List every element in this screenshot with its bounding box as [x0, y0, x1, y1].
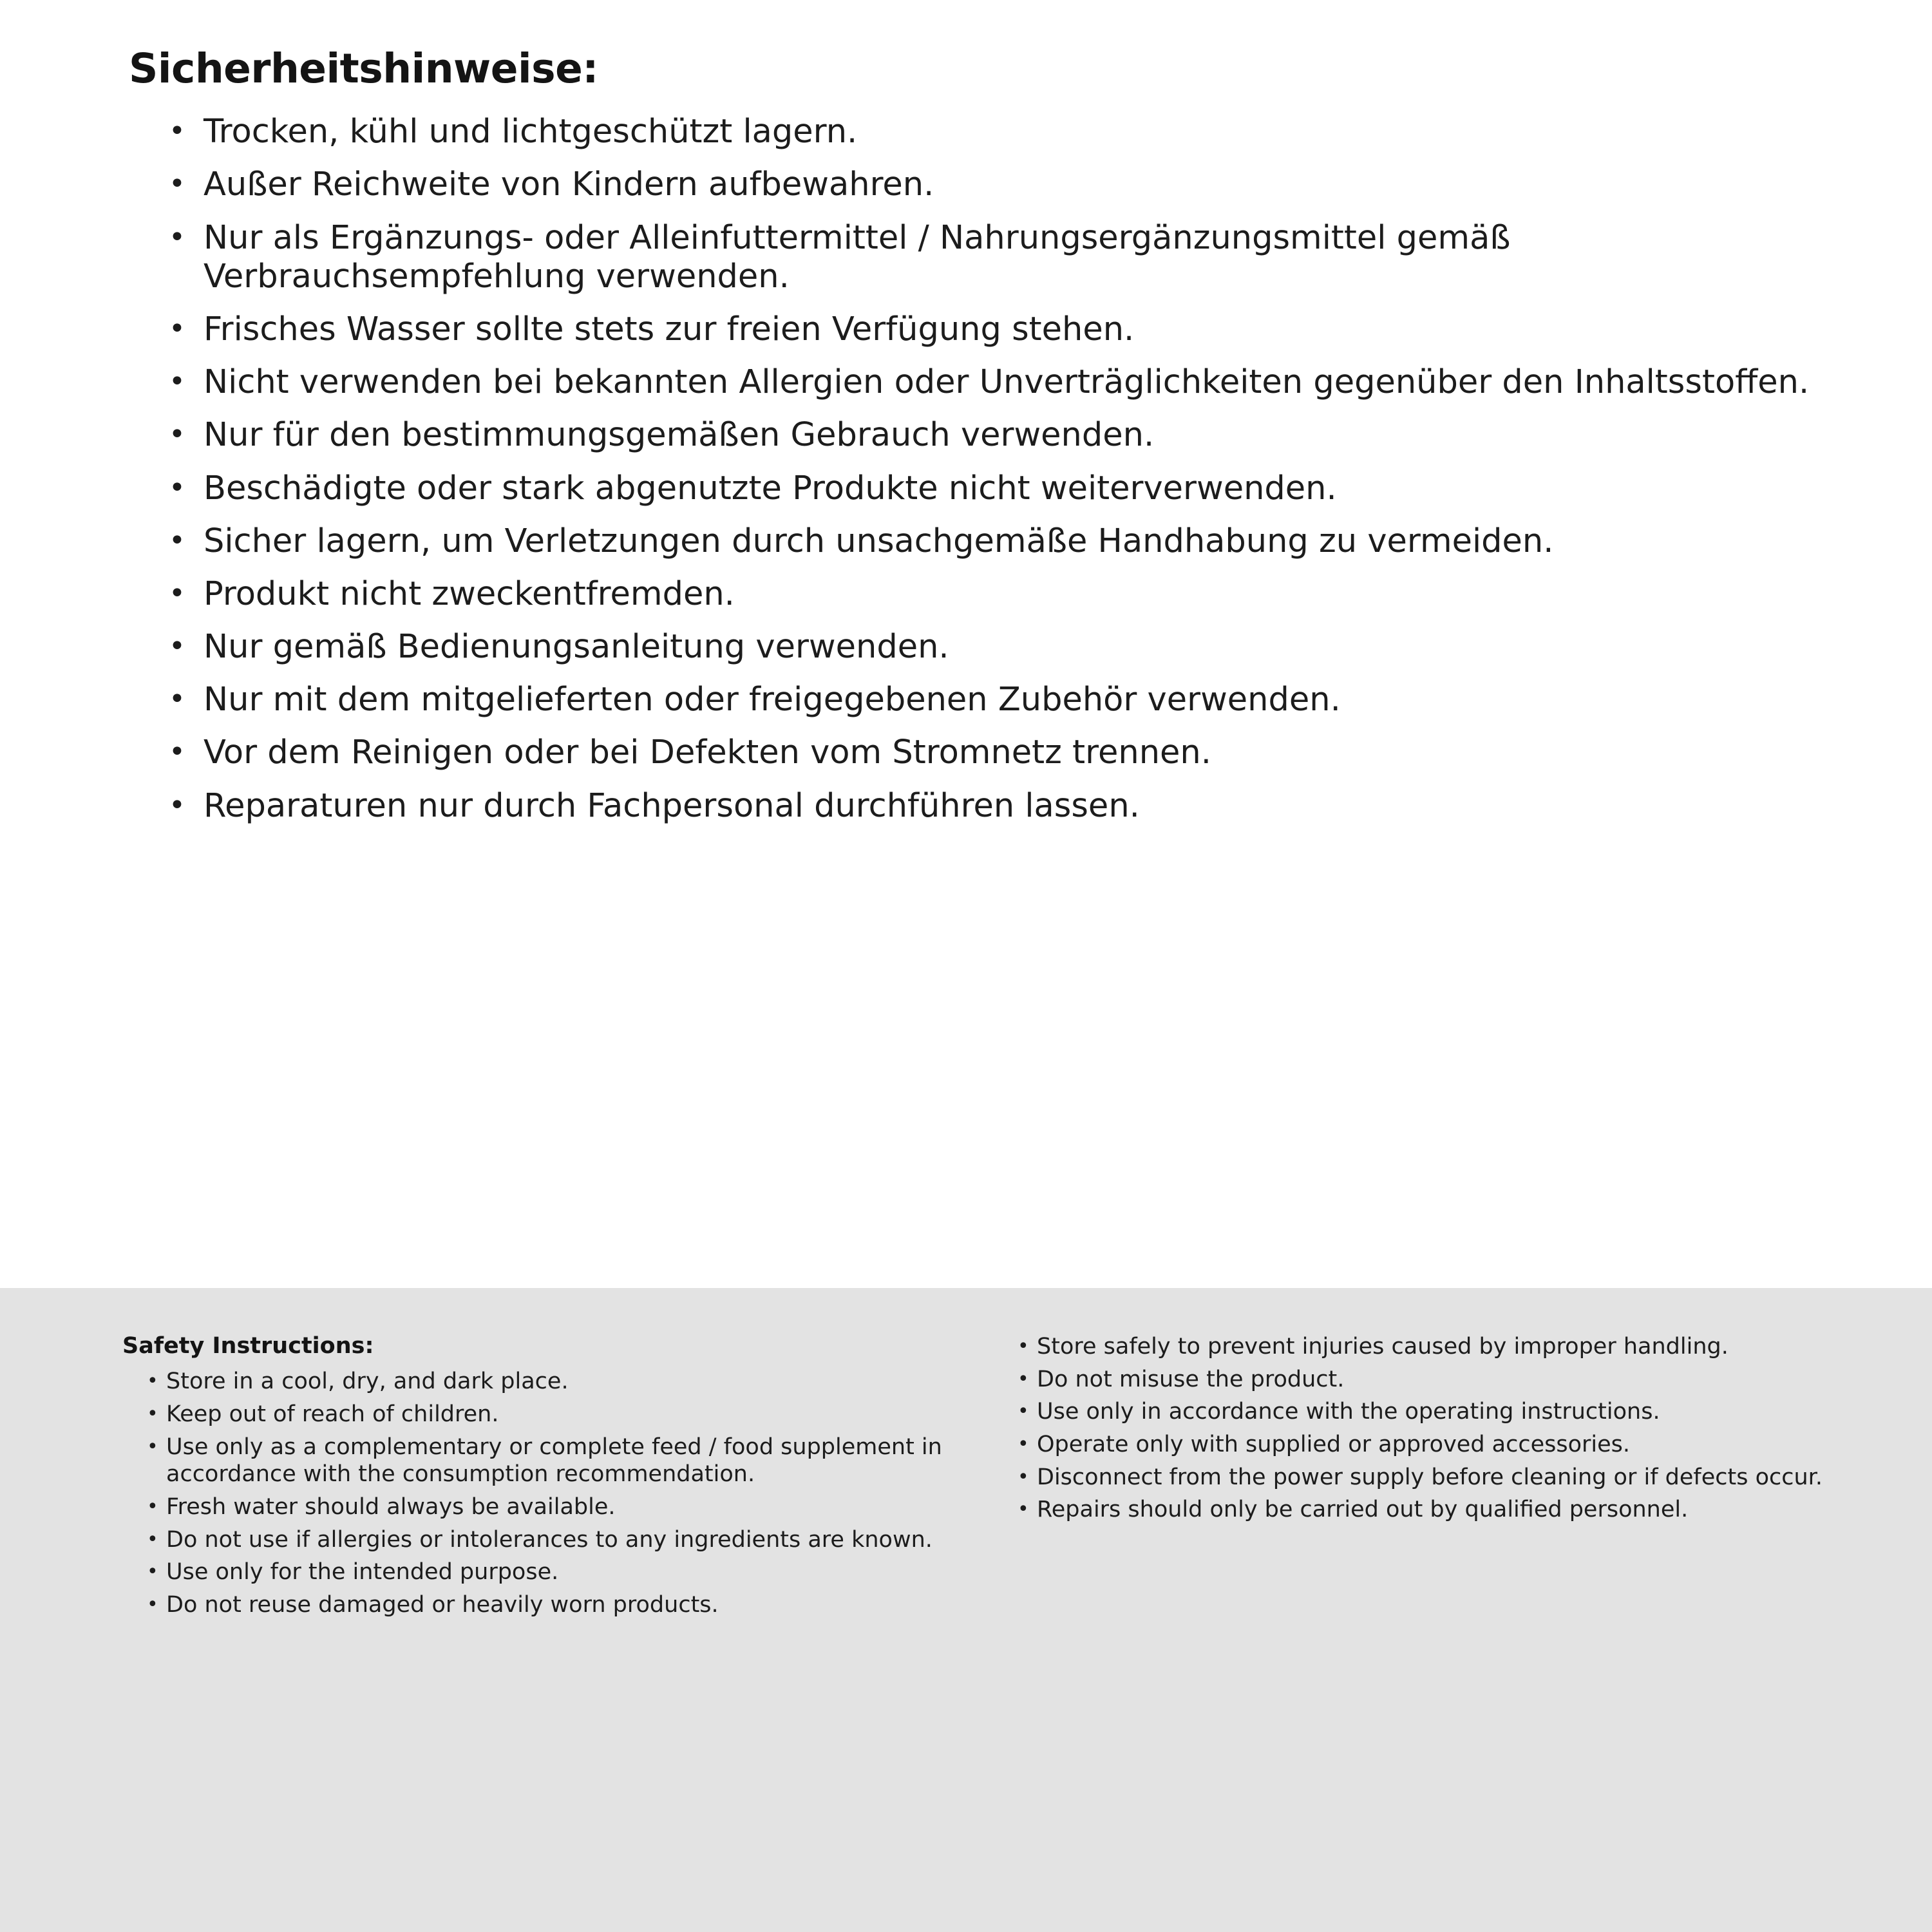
list-item [169, 416, 1861, 455]
list-item [169, 113, 1861, 151]
list-item-text: Trocken, kühl und lichtgeschützt lagern. [204, 113, 858, 151]
bullet-icon: • [169, 683, 185, 716]
list-item-text: Use only as a complementary or complete feed / food supplement in accordance with the consumption recommendation. [166, 1434, 942, 1488]
list-item-text: Operate only with supplied or approved accessories. [1037, 1432, 1631, 1458]
list-item [169, 166, 1861, 204]
bullet-icon: • [147, 1435, 158, 1458]
list-item [1018, 1366, 1855, 1394]
list-item [169, 219, 1861, 296]
bullet-icon: • [1018, 1433, 1029, 1456]
list-item [147, 1401, 960, 1428]
bullet-icon: • [169, 524, 185, 557]
list-item [169, 734, 1861, 772]
list-item-text: Nur mit dem mitgelieferten oder freigegebenen Zubehör verwenden. [204, 681, 1341, 719]
bullet-icon: • [169, 167, 185, 201]
list-item-text: Sicher lagern, um Verletzungen durch unsachgemäße Handhabung zu vermeiden. [204, 522, 1554, 560]
english-section-title: Safety Instructions: [122, 1333, 374, 1359]
bullet-icon: • [147, 1370, 158, 1393]
list-item-text: Beschädigte oder stark abgenutzte Produkte nicht weiterverwenden. [204, 469, 1337, 507]
bullet-icon: • [169, 471, 185, 504]
bullet-icon: • [147, 1593, 158, 1616]
bullet-icon: • [1018, 1367, 1029, 1390]
list-item [169, 363, 1861, 402]
list-item-text: Do not misuse the product. [1037, 1366, 1345, 1392]
bullet-icon: • [1018, 1498, 1029, 1521]
list-item-text: Produkt nicht zweckentfremden. [204, 574, 735, 613]
bullet-icon: • [1018, 1335, 1029, 1358]
bullet-icon: • [147, 1528, 158, 1551]
english-column-left [122, 1333, 960, 1624]
bullet-icon: • [169, 115, 185, 148]
list-item-text: Frisches Wasser sollte stets zur freien Verfügung stehen. [204, 310, 1135, 348]
german-section-title: Sicherheitshinweise: [129, 45, 598, 92]
list-item-text: Vor dem Reinigen oder bei Defekten vom Stromnetz trennen. [204, 734, 1211, 772]
english-safety-list-right [1018, 1333, 1855, 1524]
bullet-icon: • [169, 576, 185, 610]
list-item [1018, 1464, 1855, 1492]
bullet-icon: • [147, 1495, 158, 1518]
bullet-icon: • [169, 788, 185, 822]
english-safety-list-left [122, 1368, 960, 1619]
list-item-text: Use only for the intended purpose. [166, 1559, 559, 1586]
list-item [1018, 1398, 1855, 1426]
english-column-right [1018, 1333, 1855, 1529]
english-columns [122, 1333, 1855, 1624]
bullet-icon: • [169, 365, 185, 399]
list-item [147, 1591, 960, 1619]
list-item [169, 469, 1861, 508]
list-item-text: Nur für den bestimmungsgemäßen Gebrauch verwenden. [204, 416, 1155, 455]
bullet-icon: • [147, 1402, 158, 1425]
list-item [169, 575, 1861, 614]
bullet-icon: • [147, 1560, 158, 1584]
list-item [1018, 1496, 1855, 1524]
bullet-icon: • [1018, 1400, 1029, 1423]
list-item-text: Fresh water should always be available. [166, 1494, 616, 1520]
list-item-text: Keep out of reach of children. [166, 1401, 499, 1427]
list-item-text: Reparaturen nur durch Fachpersonal durchführen lassen. [204, 786, 1140, 825]
bullet-icon: • [169, 220, 185, 254]
bullet-icon: • [169, 418, 185, 451]
list-item-text: Use only in accordance with the operating instructions. [1037, 1399, 1660, 1425]
list-item-text: Nicht verwenden bei bekannten Allergien oder Unverträglichkeiten gegenüber den Inhaltsstoffen. [204, 363, 1810, 402]
list-item [169, 522, 1861, 561]
list-item [147, 1368, 960, 1396]
bullet-icon: • [169, 735, 185, 769]
list-item [1018, 1431, 1855, 1459]
list-item [169, 681, 1861, 719]
list-item-text: Repairs should only be carried out by qualified personnel. [1037, 1497, 1689, 1523]
list-item [169, 628, 1861, 667]
bullet-icon: • [169, 630, 185, 663]
list-item [1018, 1333, 1855, 1361]
list-item-text: Store safely to prevent injuries caused by improper handling. [1037, 1334, 1728, 1359]
list-item [147, 1526, 960, 1554]
list-item-text: Store in a cool, dry, and dark place. [166, 1368, 569, 1395]
bullet-icon: • [1018, 1465, 1029, 1488]
list-item-text: Do not use if allergies or intolerances to any ingredients are known. [166, 1526, 933, 1553]
list-item-text: Außer Reichweite von Kindern aufbewahren. [204, 166, 934, 204]
list-item [169, 310, 1861, 349]
list-item-text: Nur gemäß Bedienungsanleitung verwenden. [204, 628, 949, 667]
list-item [147, 1558, 960, 1586]
german-safety-list [129, 113, 1861, 825]
list-item-text: Disconnect from the power supply before cleaning or if defects occur. [1037, 1464, 1823, 1490]
list-item [147, 1434, 960, 1488]
bullet-icon: • [169, 312, 185, 345]
list-item [147, 1493, 960, 1521]
list-item-text: Do not reuse damaged or heavily worn products. [166, 1592, 719, 1618]
list-item [169, 787, 1861, 826]
english-safety-section [0, 1288, 1932, 1932]
list-item-text: Nur als Ergänzungs- oder Alleinfuttermittel / Nahrungsergänzungsmittel gemäß Verbrauchsempfehlung verwenden. [204, 218, 1511, 296]
